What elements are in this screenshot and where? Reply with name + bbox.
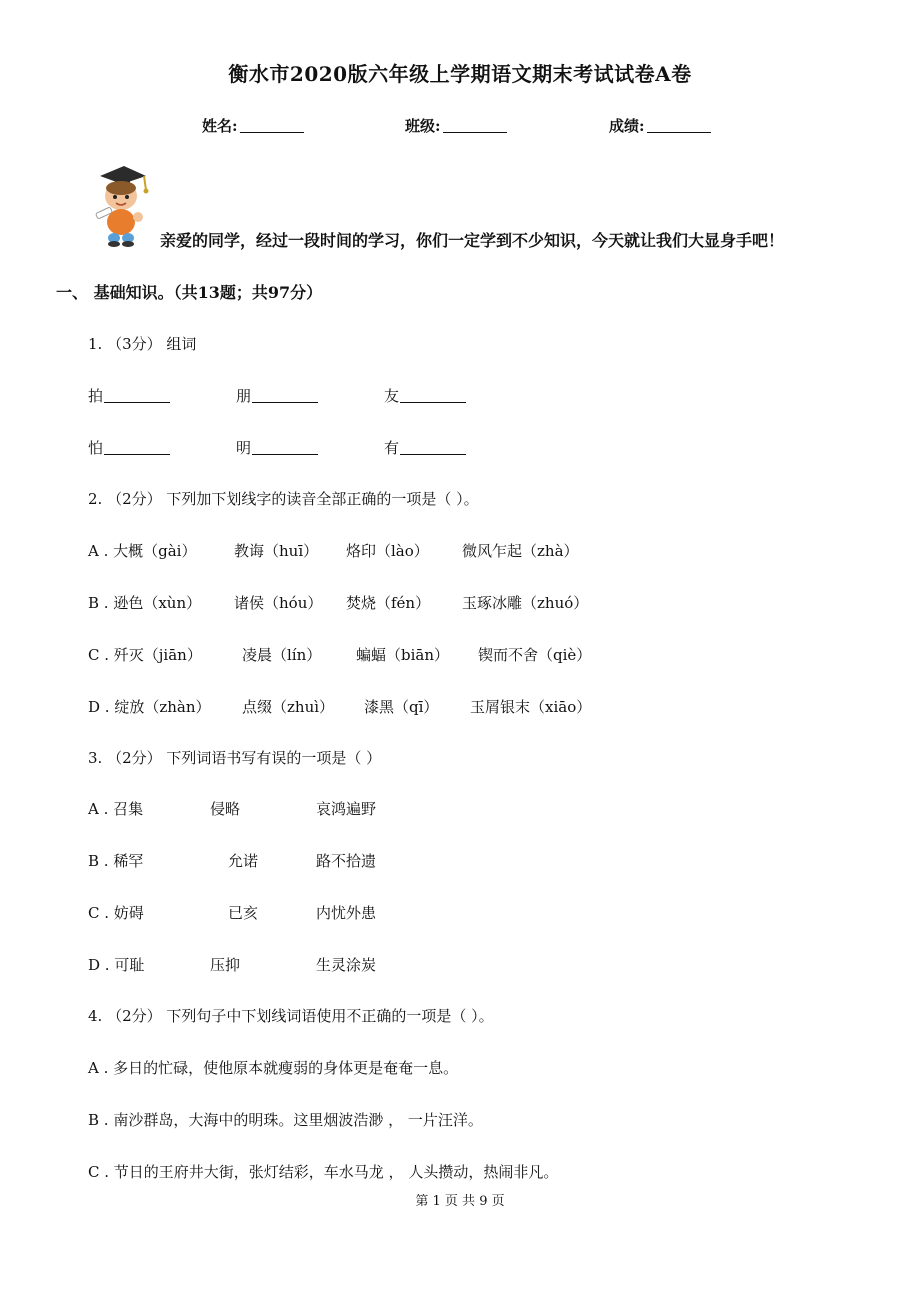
question-1-row-1 <box>88 385 532 406</box>
class-field <box>405 115 507 136</box>
question-1-row-2 <box>88 437 532 458</box>
name-field <box>202 115 304 136</box>
word-blank[interactable]: 有 <box>384 437 532 458</box>
greeting-text: 亲爱的同学，经过一段时间的学习，你们一定学到不少知识，今天就让我们大显身手吧！ <box>160 231 785 250</box>
graduate-mascot-icon <box>86 162 152 248</box>
question-4-option-c[interactable]: C . 节日的王府井大街，张灯结彩，车水马龙 ， 人头攒动，热闹非凡。 <box>88 1163 559 1181</box>
question-4-option-a[interactable]: A . 多日的忙碌，使他原本就瘦弱的身体更是奄奄一息。 <box>88 1059 459 1077</box>
class-label: 班级: <box>405 117 441 135</box>
question-4-stem: 4. （2分） 下列句子中下划线词语使用不正确的一项是（ ）。 <box>88 1007 494 1025</box>
word-blank[interactable]: 友 <box>384 385 532 406</box>
name-blank <box>240 118 304 133</box>
question-1-stem: 1. （3分） 组词 <box>88 335 197 353</box>
word-blank[interactable]: 怕 <box>88 437 236 458</box>
class-blank <box>443 118 507 133</box>
page-title: 衡水市2020版六年级上学期语文期末考试试卷A卷 <box>228 62 692 86</box>
question-2-stem: 2. （2分） 下列加下划线字的读音全部正确的一项是（ ）。 <box>88 490 479 508</box>
question-4-option-b[interactable]: B . 南沙群岛，大海中的明珠。这里烟波浩渺 ， 一片汪洋。 <box>88 1111 483 1129</box>
score-blank <box>647 118 711 133</box>
score-label: 成绩: <box>609 117 645 135</box>
page-footer: 第 1 页 共 9 页 <box>415 1194 505 1209</box>
word-blank[interactable]: 拍 <box>88 385 236 406</box>
word-blank[interactable]: 朋 <box>236 385 384 406</box>
word-blank[interactable]: 明 <box>236 437 384 458</box>
name-label: 姓名: <box>202 117 238 135</box>
question-3-stem: 3. （2分） 下列词语书写有误的一项是（ ） <box>88 749 382 767</box>
score-field <box>609 115 711 136</box>
section-heading: 一、 基础知识。（共13题；共97分） <box>56 283 323 302</box>
